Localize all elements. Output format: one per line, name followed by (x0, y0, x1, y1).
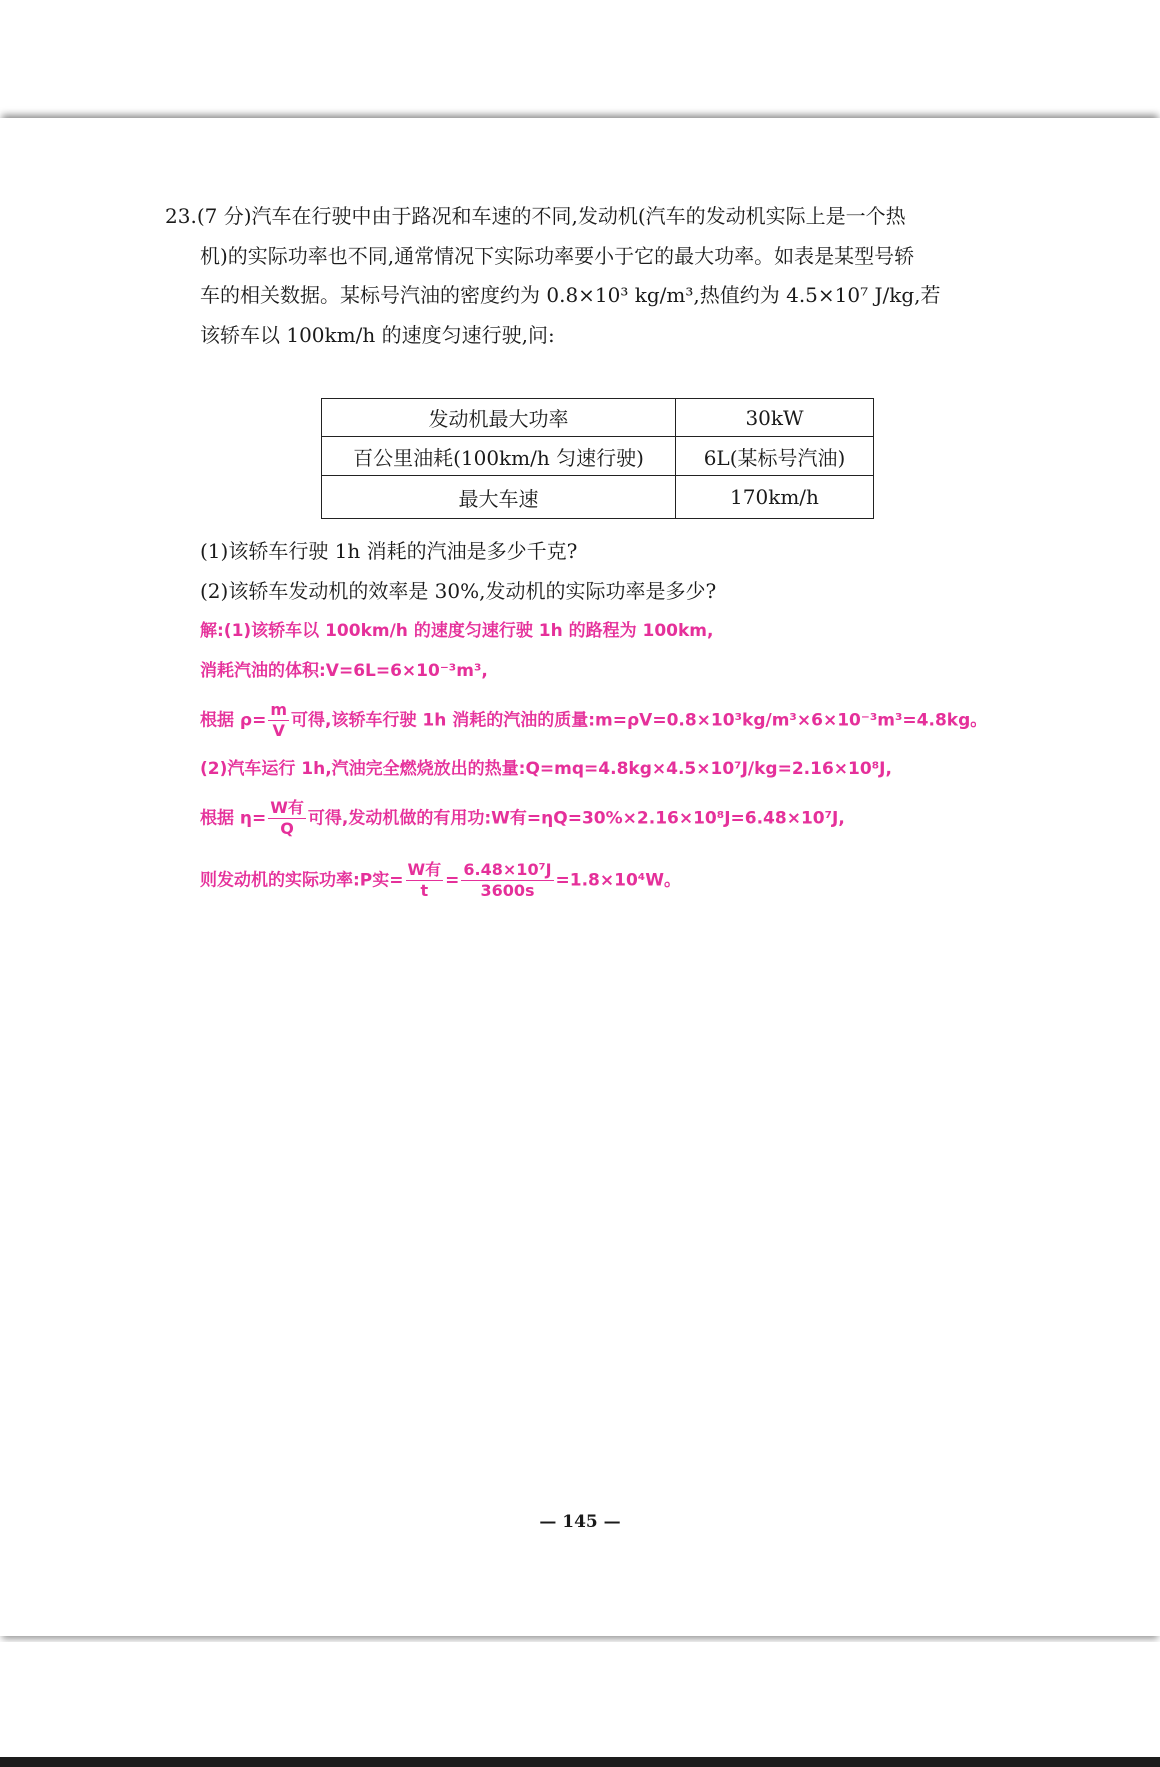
question-line-1 (165, 203, 906, 229)
answer-line-4: (2)汽车运行 1h,汽油完全燃烧放出的热量:Q=mq=4.8kg×4.5×10⁷J/kg=2.16×10⁸J, (200, 759, 892, 779)
fraction-numerator: 6.48×10⁷J (463, 860, 552, 879)
question-line-3: 车的相关数据。某标号汽油的密度约为 0.8×10³ kg/m³,热值约为 4.5×10⁷ J/kg,若 (200, 283, 941, 307)
answer-line-6-prefix: 则发动机的实际功率:P实= (200, 870, 404, 891)
question-number: 23. (165, 204, 197, 228)
viewer-bottom-bar (0, 1757, 1160, 1767)
answer-line-6 (200, 862, 681, 899)
fraction-denominator: t (420, 881, 429, 900)
fraction-numerator: m (270, 700, 288, 719)
answer-line-5 (200, 800, 845, 837)
answer-line-5-suffix: 可得,发动机做的有用功:W有=ηQ=30%×2.16×10⁸J=6.48×10⁷J, (307, 808, 845, 829)
table-cell-label: 发动机最大功率 (322, 399, 676, 437)
answer-line-2: 消耗汽油的体积:V=6L=6×10⁻³m³, (200, 661, 488, 681)
fraction-numerator: W有 (407, 860, 442, 879)
subquestion-2: (2)该轿车发动机的效率是 30%,发动机的实际功率是多少? (200, 579, 717, 603)
answer-line-6-suffix: =1.8×10⁴W。 (555, 870, 681, 891)
fraction-denominator: V (272, 721, 285, 740)
table-cell-value: 170km/h (676, 476, 874, 519)
page-number: — 145 — (539, 1512, 621, 1532)
efficiency-fraction (268, 800, 306, 837)
table-row (322, 476, 874, 519)
fraction-denominator: Q (280, 819, 294, 838)
answer-line-3 (200, 702, 987, 739)
power-fraction-1 (406, 862, 444, 899)
table-cell-label: 百公里油耗(100km/h 匀速行驶) (322, 437, 676, 476)
fraction-denominator: 3600s (480, 881, 535, 900)
table-row (322, 437, 874, 476)
question-line-4: 该轿车以 100km/h 的速度匀速行驶,问: (200, 323, 555, 347)
document-page (0, 118, 1160, 1636)
car-spec-table (321, 398, 874, 519)
viewer-bottom-strip (0, 1642, 1160, 1757)
table-cell-value: 30kW (676, 399, 874, 437)
table-row (322, 399, 874, 437)
table-cell-value: 6L(某标号汽油) (676, 437, 874, 476)
table-cell-label: 最大车速 (322, 476, 676, 519)
question-line-2: 机)的实际功率也不同,通常情况下实际功率要小于它的最大功率。如表是某型号轿 (200, 244, 915, 268)
answer-line-5-prefix: 根据 η= (200, 808, 267, 829)
equals-sign: = (445, 870, 460, 891)
question-text-1: (7 分)汽车在行驶中由于路况和车速的不同,发动机(汽车的发动机实际上是一个热 (196, 204, 906, 228)
power-fraction-2 (461, 862, 553, 899)
subquestion-1: (1)该轿车行驶 1h 消耗的汽油是多少千克? (200, 539, 578, 563)
viewer-top-strip (0, 0, 1160, 116)
density-fraction (268, 702, 289, 739)
answer-line-3-prefix: 根据 ρ= (200, 710, 267, 731)
fraction-numerator: W有 (270, 798, 304, 817)
answer-line-3-suffix: 可得,该轿车行驶 1h 消耗的汽油的质量:m=ρV=0.8×10³kg/m³×6×10⁻³m³=4.8kg。 (291, 710, 988, 731)
answer-line-1: 解:(1)该轿车以 100km/h 的速度匀速行驶 1h 的路程为 100km, (200, 621, 714, 641)
